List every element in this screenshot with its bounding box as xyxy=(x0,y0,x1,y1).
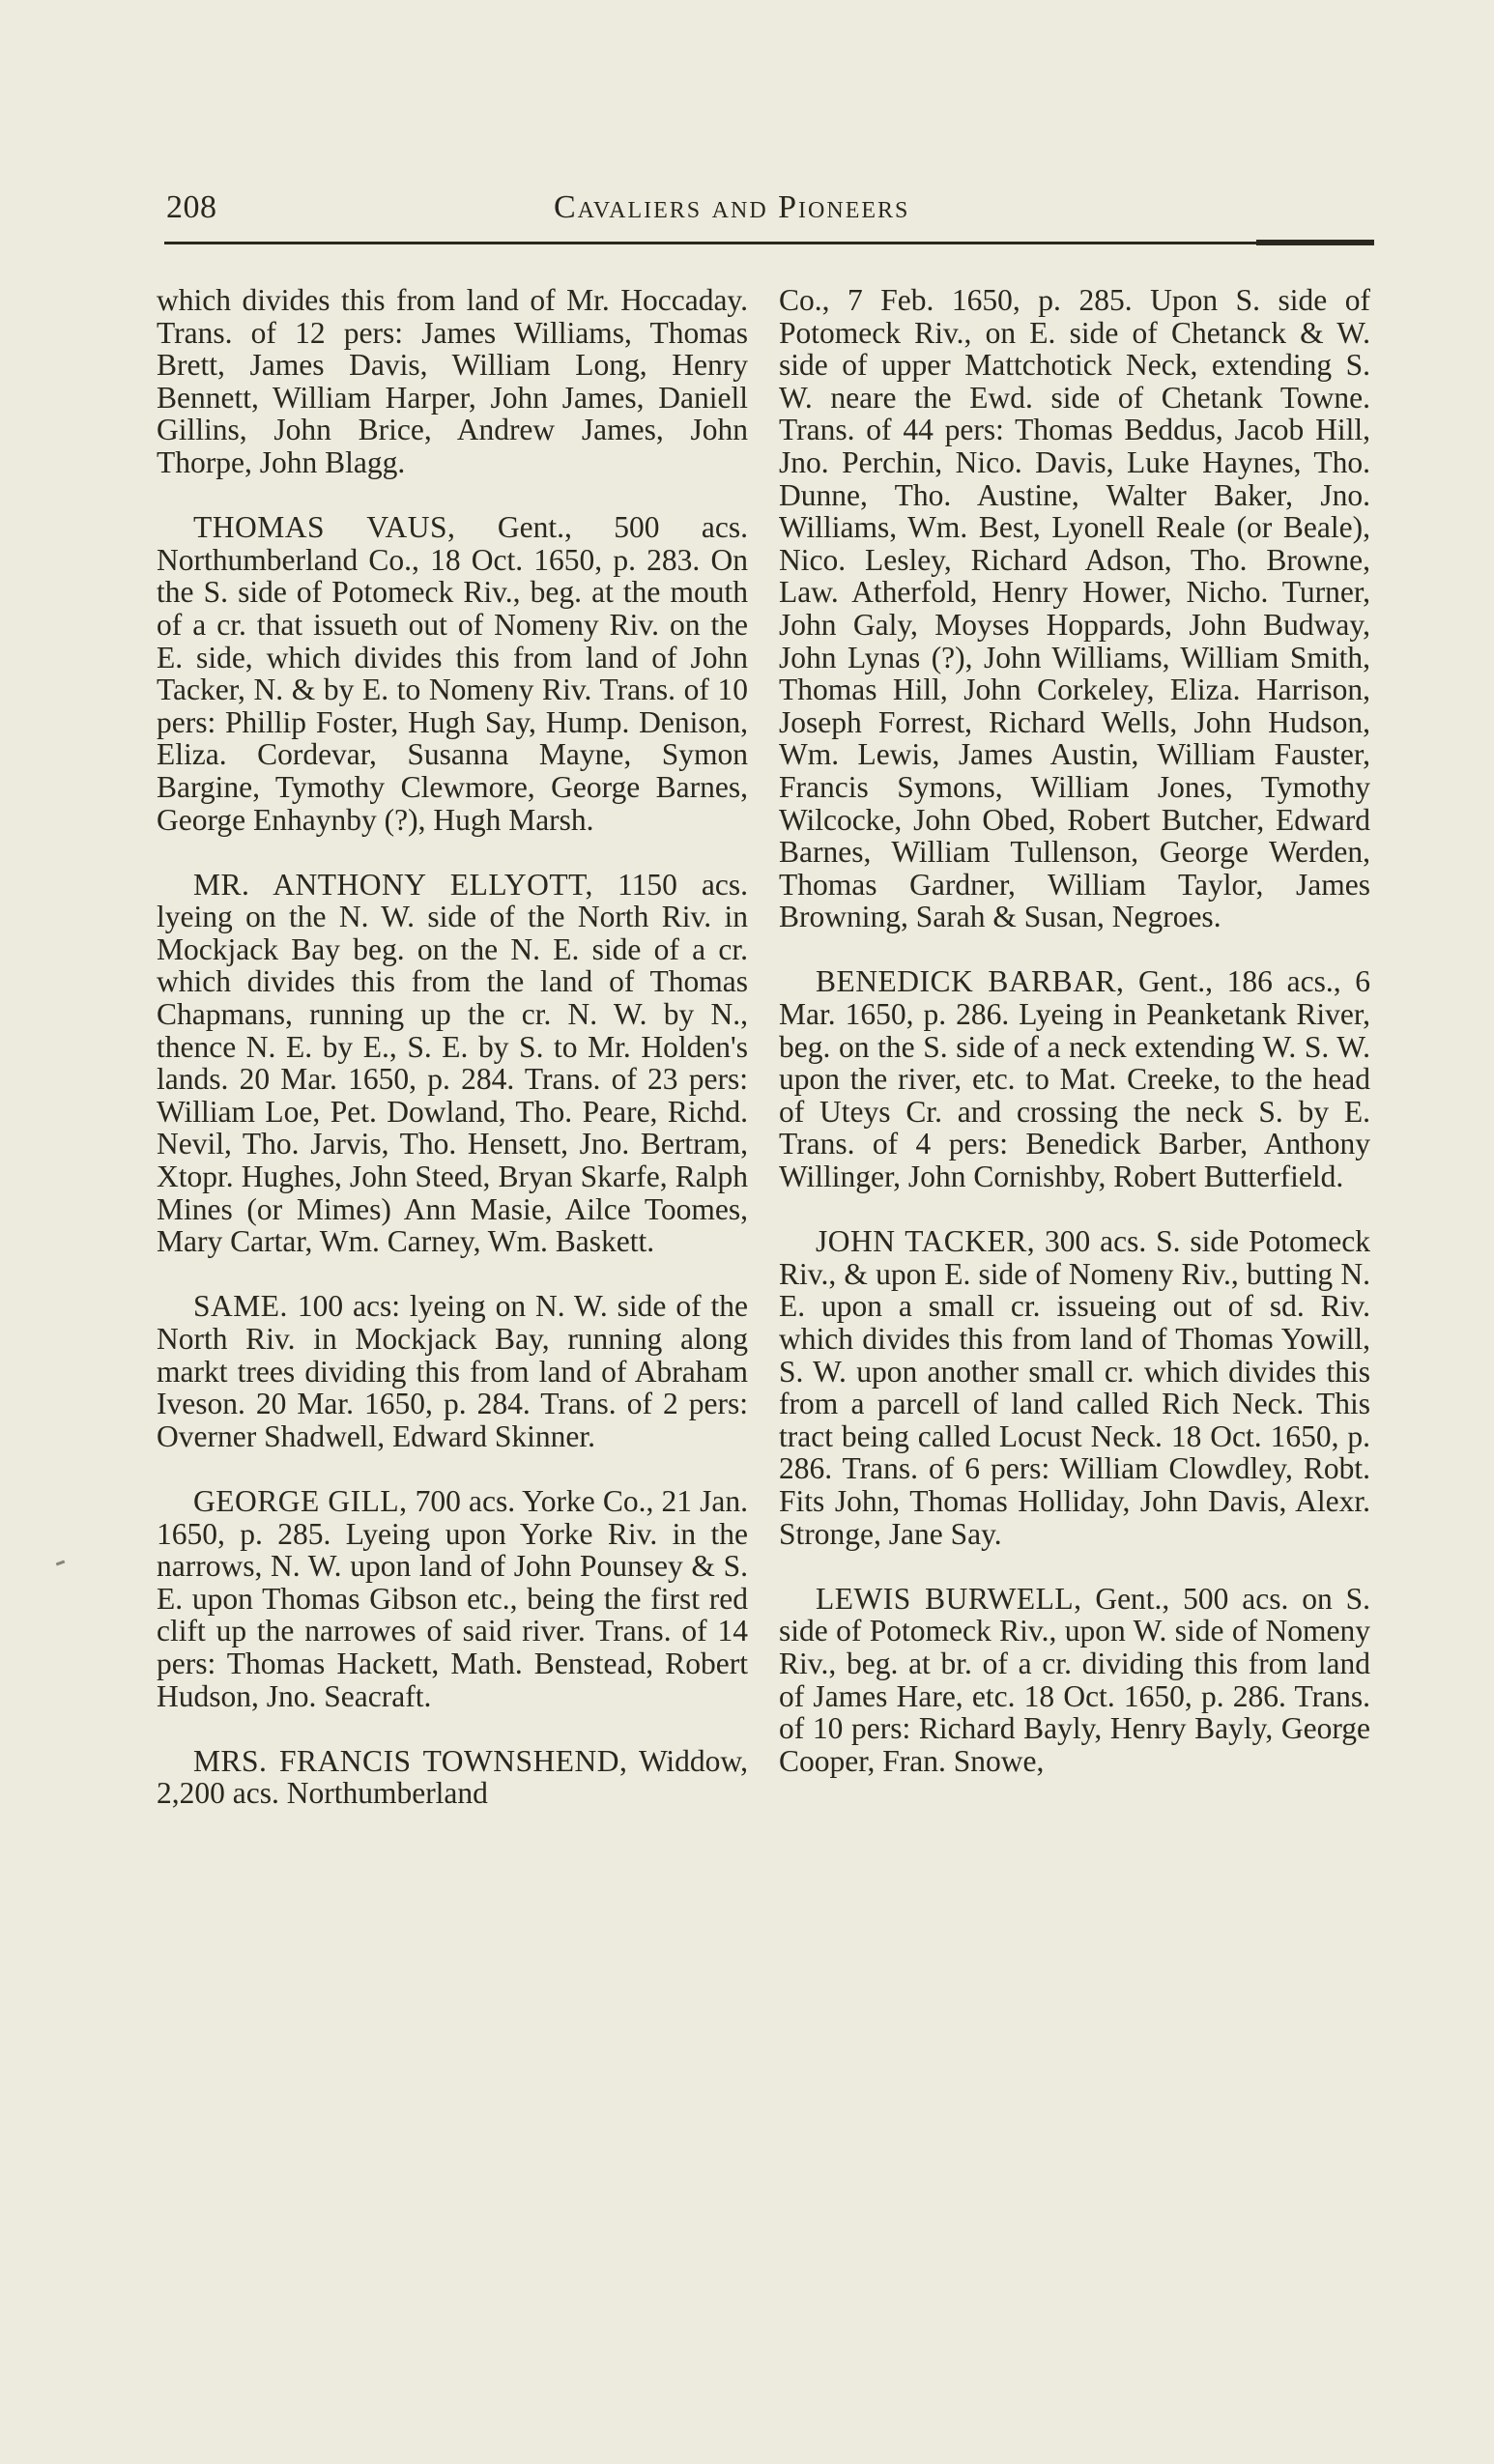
entry-lead: JOHN TACKER, xyxy=(816,1224,1036,1259)
entry-text: 300 acs. S. side Potomeck Riv., & upon E. side of Nomeny Riv., butting N. E. upon a small cr. issueing out of sd. Riv. which divides this from land of Thomas Yowill, S. W. upon another small cr. which divides this from a parcell of land called Rich Neck. This tract being called Locust Neck. 18 Oct. 1650, p. 286. Trans. of 6 pers: William Clowdley, Robt. Fits John, Thomas Holliday, John Davis, Alexr. Stronge, Jane Say. xyxy=(779,1224,1370,1551)
left-column xyxy=(157,284,748,1810)
entry-text: 1150 acs. lyeing on the N. W. side of the North Riv. in Mockjack Bay beg. on the N. E. side of a cr. which divides this from the land of Thomas Chapmans, running up the cr. N. W. by N., thence N. E. by E., S. E. by S. to Mr. Holden's lands. 20 Mar. 1650, p. 284. Trans. of 23 pers: William Loe, Pet. Dowland, Tho. Peare, Richd. Nevil, Tho. Jarvis, Tho. Hensett, Jno. Bertram, Xtopr. Hughes, John Steed, Bryan Skarfe, Ralph Mines (or Mimes) Ann Masie, Ailce Toomes, Mary Cartar, Wm. Carney, Wm. Baskett. xyxy=(157,867,748,1259)
header-rule xyxy=(164,242,1374,244)
entry-text: Gent., 500 acs. on S. side of Potomeck Riv., upon W. side of Nomeny Riv., beg. at br. of a cr. dividing this from land of James Hare, etc. 18 Oct. 1650, p. 286. Trans. of 10 pers: Richard Bayly, Henry Bayly, George Cooper, Fran. Snowe, xyxy=(779,1581,1370,1778)
entry-text: which divides this from land of Mr. Hoccaday. Trans. of 12 pers: James Williams, Thomas Brett, James Davis, William Long, Henry Bennett, William Harper, John James, Daniell Gillins, John Brice, Andrew James, John Thorpe, John Blagg. xyxy=(157,283,748,479)
land-patent-entry xyxy=(157,1290,748,1452)
entry-text: Gent., 500 acs. Northumberland Co., 18 Oct. 1650, p. 283. On the S. side of Potomeck Riv., beg. at the mouth of a cr. that issueth out of Nomeny Riv. on the E. side, which divides this from land of John Tacker, N. & by E. to Nomeny Riv. Trans. of 10 pers: Phillip Foster, Hugh Say, Hump. Denison, Eliza. Cordevar, Susanna Mayne, Symon Bargine, Tymothy Clewmore, George Barnes, George Enhaynby (?), Hugh Marsh. xyxy=(157,510,748,837)
page-number: 208 xyxy=(166,189,217,225)
entry-lead: MR. ANTHONY ELLYOTT, xyxy=(193,867,593,902)
entry-text: 100 acs: lyeing on N. W. side of the North Riv. in Mockjack Bay, running along markt trees dividing this from land of Abraham Iveson. 20 Mar. 1650, p. 284. Trans. of 2 pers: Overner Shadwell, Edward Skinner. xyxy=(157,1289,748,1453)
entry-lead: SAME. xyxy=(193,1289,288,1324)
running-head: Cavaliers and Pioneers xyxy=(554,189,910,225)
entry-lead: GEORGE GILL, xyxy=(193,1483,408,1518)
header-rule-thick-end xyxy=(1256,240,1374,245)
land-patent-entry xyxy=(779,1225,1370,1550)
entry-lead: MRS. FRANCIS TOWNSHEND, xyxy=(193,1743,628,1778)
land-patent-entry xyxy=(157,511,748,836)
stray-mark xyxy=(56,1561,65,1566)
land-patent-entry xyxy=(779,965,1370,1192)
land-patent-entry xyxy=(157,284,748,479)
entry-text: Co., 7 Feb. 1650, p. 285. Upon S. side of Potomeck Riv., on E. side of Chetanck & W. side of upper Mattchotick Neck, extending S. W. neare the Ewd. side of Chetank Towne. Trans. of 44 pers: Thomas Beddus, Jacob Hill, Jno. Perchin, Nico. Davis, Luke Haynes, Tho. Dunne, Tho. Austine, Walter Baker, Jno. Williams, Wm. Best, Lyonell Reale (or Beale), Nico. Lesley, Richard Adson, Tho. Browne, Law. Atherfold, Henry Hower, Nicho. Turner, John Galy, Moyses Hoppards, John Budway, John Lynas (?), John Williams, William Smith, Thomas Hill, John Corkeley, Eliza. Harrison, Joseph Forrest, Richard Wells, John Hudson, Wm. Lewis, James Austin, William Fauster, Francis Symons, William Jones, Tymothy Wilcocke, John Obed, Robert Butcher, Edward Barnes, William Tullenson, George Werden, Thomas Gardner, William Taylor, James Browning, Sarah & Susan, Negroes. xyxy=(779,283,1370,934)
land-patent-entry xyxy=(157,869,748,1258)
land-patent-entry xyxy=(157,1745,748,1810)
right-column xyxy=(779,284,1370,1777)
land-patent-entry xyxy=(779,284,1370,933)
entry-text: Widdow, 2,200 acs. Northumberland xyxy=(157,1743,749,1811)
entry-lead: BENEDICK BARBAR, xyxy=(816,964,1125,999)
entry-text: 700 acs. Yorke Co., 21 Jan. 1650, p. 285. Lyeing upon Yorke Riv. in the narrows, N. W. upon land of John Pounsey & S. E. upon Thomas Gibson etc., being the first red clift up the narrowes of said river. Trans. of 14 pers: Thomas Hackett, Math. Benstead, Robert Hudson, Jno. Seacraft. xyxy=(157,1483,748,1713)
entry-lead: LEWIS BURWELL, xyxy=(816,1581,1082,1616)
land-patent-entry xyxy=(779,1583,1370,1778)
land-patent-entry xyxy=(157,1485,748,1712)
entry-text: Gent., 186 acs., 6 Mar. 1650, p. 286. Lyeing in Peanketank River, beg. on the S. side of a neck extending W. S. W. upon the river, etc. to Mat. Creeke, to the head of Uteys Cr. and crossing the neck S. by E. Trans. of 4 pers: Benedick Barber, Anthony Willinger, John Cornishby, Robert Butterfield. xyxy=(779,964,1371,1194)
entry-lead: THOMAS VAUS, xyxy=(193,510,456,545)
